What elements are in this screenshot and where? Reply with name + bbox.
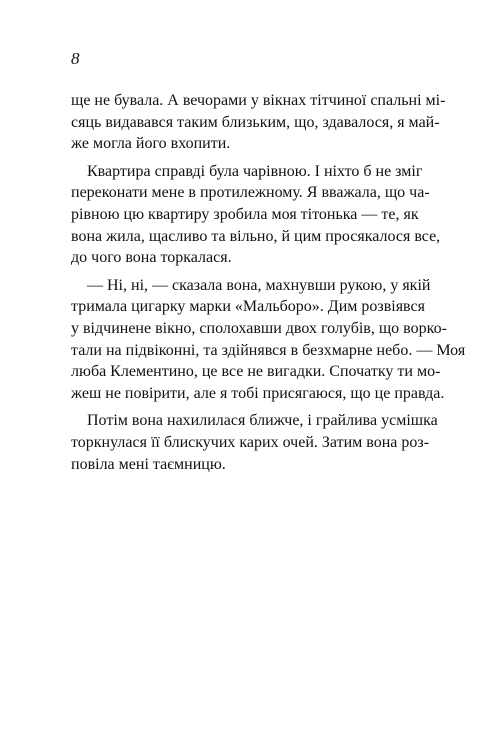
text-line: тримала цигарку марки «Мальборо». Дим розвіявся bbox=[71, 298, 425, 316]
text-line: же могла його вхопити. bbox=[71, 135, 231, 153]
page-number: 8 bbox=[71, 49, 80, 68]
paragraph-2 bbox=[71, 161, 441, 269]
text-line: жеш не повірити, але я тобі присягаюся, що це правда. bbox=[71, 384, 445, 402]
text-line: рівною цю квартиру зробила моя тітонька — те, як bbox=[71, 205, 419, 223]
text-line: Квартира справді була чарівною. І ніхто б не зміг bbox=[87, 162, 423, 180]
text-line: тали на підвіконні, та здійнявся в безхмарне небо. — Моя bbox=[71, 341, 466, 359]
text-line: люба Клементино, це все не вигадки. Спочатку ти мо- bbox=[71, 363, 441, 381]
paragraph-4 bbox=[71, 410, 438, 475]
text-line: торкнулася її блискучих карих очей. Затим вона роз- bbox=[71, 433, 430, 451]
text-line: переконати мене в протилежному. Я вважала, що ча- bbox=[71, 184, 430, 202]
text-line: вона жила, щасливо та вільно, й цим просякалося все, bbox=[71, 227, 441, 245]
text-line: Потім вона нахилилася ближче, і грайлива усмішка bbox=[87, 412, 438, 430]
text-line: ще не бувала. А вечорами у вікнах тітчиної спальні мі- bbox=[71, 92, 446, 109]
paragraph-1 bbox=[71, 90, 446, 155]
text-line: повіла мені таємницю. bbox=[71, 455, 226, 473]
text-line: до чого вона торкалася. bbox=[71, 249, 232, 267]
body-text bbox=[71, 90, 466, 475]
text-line: сяць видавався таким близьким, що, здавалося, я май- bbox=[71, 113, 440, 131]
paragraph-3 bbox=[71, 275, 466, 405]
text-line: — Ні, ні, — сказала вона, махнувши рукою, у якій bbox=[87, 276, 431, 294]
text-line: у відчинене вікно, сполохавши двох голубів, що ворко- bbox=[71, 319, 447, 337]
